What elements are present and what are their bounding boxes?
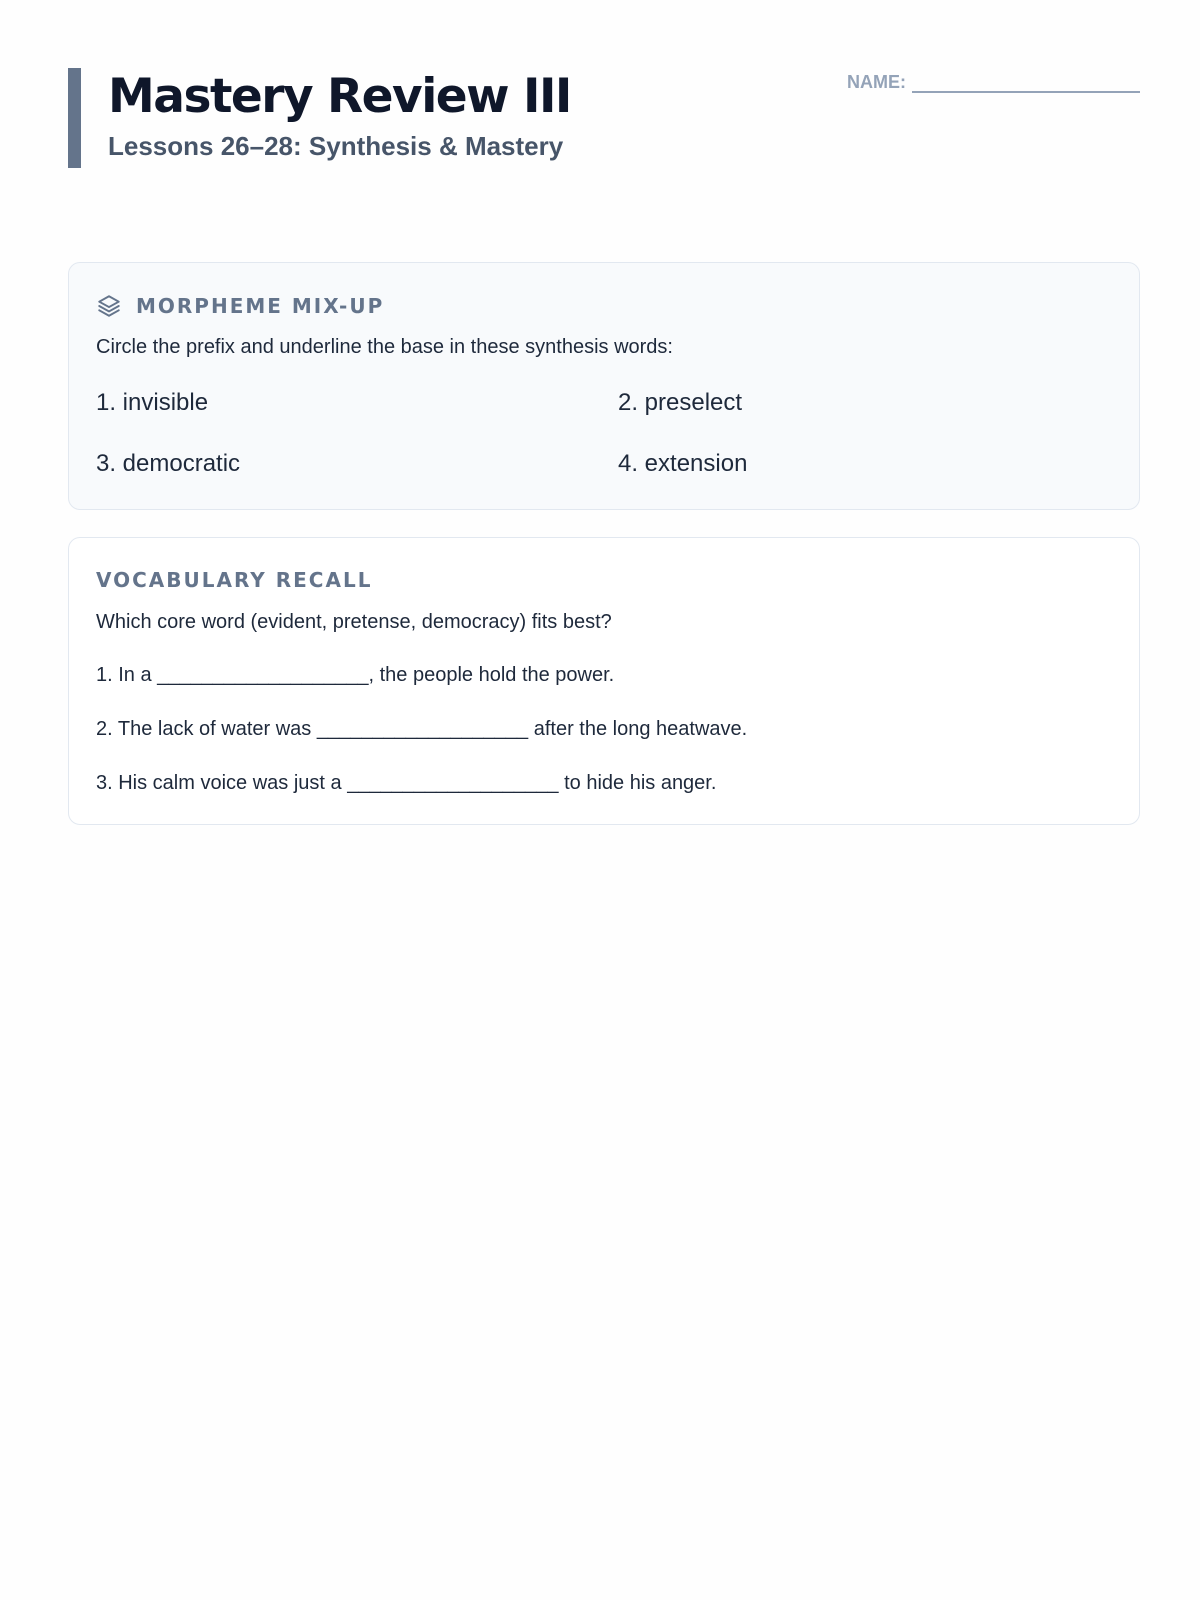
worksheet-header [68,68,1140,168]
morpheme-instruction: Circle the prefix and underline the base in these synthesis words: [96,336,673,358]
vocabulary-sentence-3: 3. His calm voice was just a ___________________ to hide his anger. [96,772,717,794]
morpheme-mixup-card [68,262,1140,510]
morpheme-word-3: 3. democratic [96,450,241,477]
vocabulary-sentence-1: 1. In a ___________________, the people hold the power. [96,664,615,686]
layers-icon [96,293,122,319]
name-field[interactable] [847,72,1140,93]
page-subtitle: Lessons 26–28: Synthesis & Mastery [108,131,564,161]
accent-bar [68,68,81,168]
morpheme-section-heading [96,293,384,319]
vocabulary-recall-card [68,537,1140,825]
morpheme-heading-text: MORPHEME MIX-UP [136,294,385,318]
morpheme-word-2: 2. preselect [618,389,743,416]
name-blank-line[interactable] [912,73,1140,93]
vocabulary-section-heading: VOCABULARY RECALL [96,568,373,592]
morpheme-word-1: 1. invisible [96,389,209,416]
page-title: Mastery Review III [108,69,571,124]
vocabulary-sentence-2: 2. The lack of water was ___________________ after the long heatwave. [96,718,748,740]
name-label: NAME: [847,72,906,92]
morpheme-word-4: 4. extension [618,450,748,477]
vocabulary-instruction: Which core word (evident, pretense, democracy) fits best? [96,611,612,633]
